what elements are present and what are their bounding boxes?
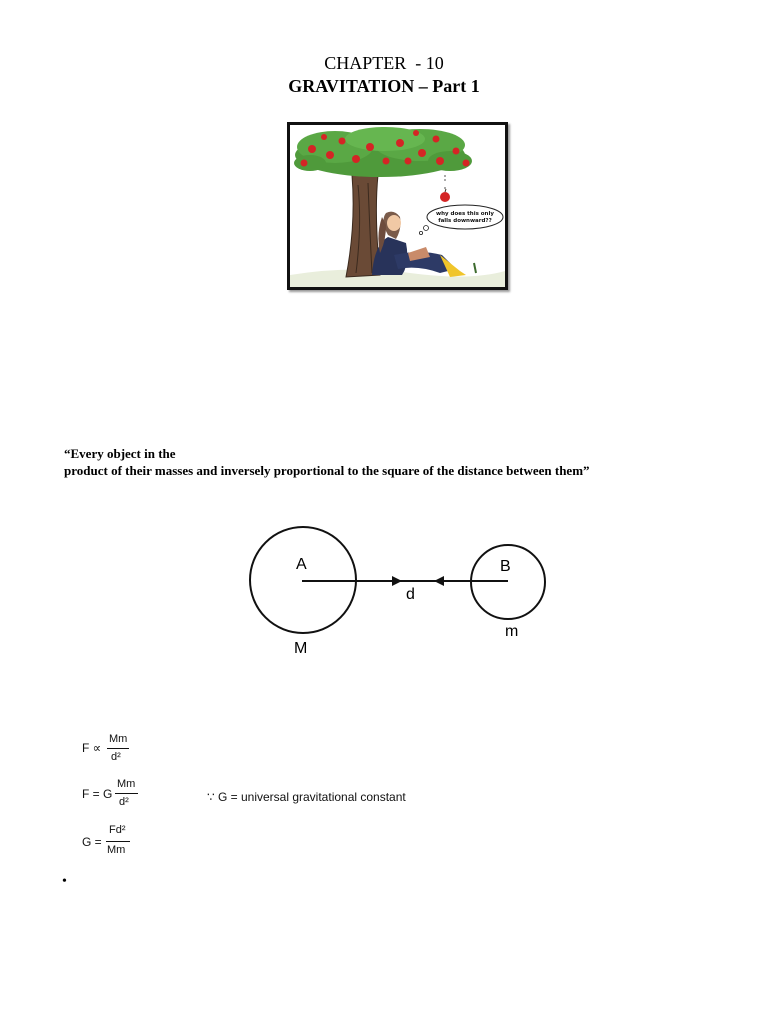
two-masses-diagram [240,525,560,660]
formula-3-lhs: G = [82,835,102,849]
arrow-right-icon [392,576,402,586]
tree-canopy-shape [294,127,472,177]
two-masses-svg [240,525,560,660]
label-d: d [406,586,415,603]
formula-1-fraction-bar [107,748,129,749]
gravitational-constant-note: ∵ G = universal gravitational constant [207,790,406,804]
formula-2-fraction-bar [115,793,138,794]
law-statement-line-2: product of their masses and inversely proportional to the square of the distance between them” [64,463,590,478]
formula-1-lhs: F ∝ [82,741,102,755]
newton-apple-tree-illustration [287,122,508,290]
label-big-m: M [294,640,308,657]
page-title: GRAVITATION – Part 1 [288,76,480,96]
thought-bubble [419,205,503,235]
arrow-left-icon [434,576,444,586]
law-statement-line-1: “Every object in the [64,446,176,461]
formula-1-numerator: Mm [109,733,128,745]
label-a: A [296,556,307,573]
formula-3-denominator: Mm [107,844,126,856]
thought-bubble-line-2: falls downward?? [438,218,492,224]
formula-2-denominator: d² [119,796,129,808]
formula-2-lhs: F = G [82,787,113,801]
label-b: B [500,558,511,575]
thought-bubble-line-1: why does this only [436,211,494,217]
newton-apple-tree-drawing [290,125,505,287]
chapter-heading: CHAPTER - 10 [324,53,444,73]
bullet-point: • [62,874,67,889]
formula-3-numerator: Fd² [109,824,126,836]
formula-2-numerator: Mm [117,778,136,790]
label-small-m: m [505,623,519,640]
falling-apple-icon [440,175,450,202]
formula-3-fraction-bar [106,841,130,842]
formula-1-denominator: d² [111,751,121,763]
